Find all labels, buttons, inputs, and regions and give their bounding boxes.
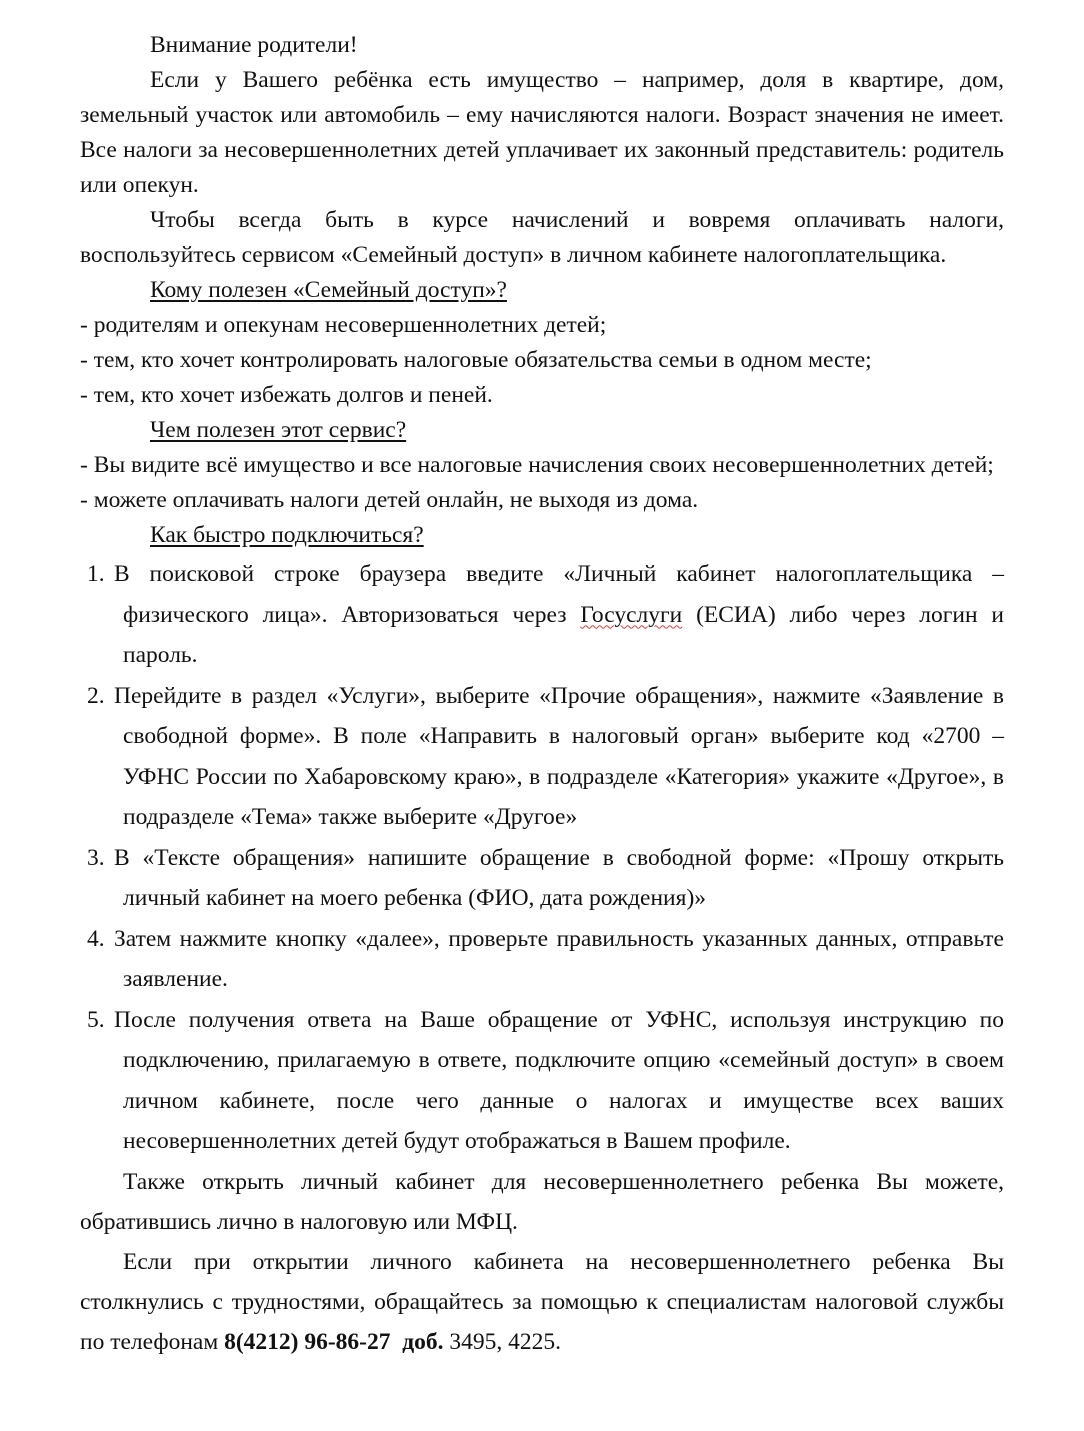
who-item: - родителям и опекунам несовершеннолетних детей; (80, 312, 607, 338)
extension-label: доб. (402, 1328, 444, 1355)
step-text (114, 561, 1004, 668)
who-item: - тем, кто хочет избежать долгов и пеней. (80, 382, 493, 408)
step-text: После получения ответа на Ваше обращение от УФНС, используя инструкцию по подключению, прилагаемую в ответе, подключите опцию «семейный доступ» в своем личном кабинете, после чего данные о налогах и имуществе всех ваших несовершеннолетних детей будут отображаться в Вашем профиле. (114, 1006, 1004, 1154)
why-heading-text: Чем полезен этот сервис? (150, 417, 407, 443)
step-item (80, 676, 1004, 838)
how-heading-text: Как быстро подключиться? (150, 522, 424, 548)
step-item (80, 1000, 1004, 1162)
contact-paragraph (80, 1242, 1004, 1362)
extension-numbers: 3495, 4225. (443, 1328, 562, 1355)
document-body (80, 28, 1004, 1362)
who-heading-text: Кому полезен «Семейный доступ»? (150, 277, 507, 303)
step-number: 2. (87, 682, 105, 709)
step-text: Затем нажмите кнопку «далее», проверьте правильность указанных данных, отправьте заявление. (114, 925, 1004, 992)
step-text: Перейдите в раздел «Услуги», выберите «Прочие обращения», нажмите «Заявление в свободной форме». В поле «Направить в налоговый орган» выберите код «2700 – УФНС России по Хабаровскому краю», в подразделе «Категория» укажите «Другое», в подразделе «Тема» также выберите «Другое» (114, 682, 1004, 830)
steps-list (80, 554, 1004, 1162)
step-number: 1. (87, 561, 105, 587)
step-item (80, 919, 1004, 1000)
contact-text: Если при открытии личного кабинета на несовершеннолетнего ребенка Вы столкнулись с трудностями, обращайтесь за помощью к специалистам налоговой службы по телефонам (80, 1248, 1004, 1355)
why-item: - Вы видите всё имущество и все налоговые начисления своих несовершеннолетних детей; (80, 452, 994, 478)
step-number: 4. (87, 925, 105, 952)
step-text-part: В поисковой строке браузера введите «Личный кабинет налогоплательщика – физического лица». Авторизоваться через (114, 561, 1004, 628)
who-heading (80, 273, 1004, 308)
why-heading (80, 413, 1004, 448)
who-item: - тем, кто хочет контролировать налоговые обязательства семьи в одном месте; (80, 347, 872, 373)
intro-paragraph: Если у Вашего ребёнка есть имущество – например, доля в квартире, дом, земельный участок или автомобиль – ему начисляются налоги. Возраст значения не имеет. Все налоги за несовершеннолетних детей уплачивает их законный представитель: родитель или опекун. (80, 67, 1004, 198)
gosuslugi-word: Госуслуги (580, 601, 683, 628)
step-number: 5. (87, 1006, 105, 1033)
step-text-part: (ЕСИА) либо через логин и пароль. (123, 601, 1004, 668)
phone-number: 8(4212) 96-86-27 (224, 1328, 391, 1355)
step-number: 3. (87, 844, 105, 871)
page-title: Внимание родители! (150, 32, 358, 58)
step-item (80, 554, 1004, 676)
service-intro-paragraph: Чтобы всегда быть в курсе начислений и вовремя оплачивать налоги, воспользуйтесь сервисом «Семейный доступ» в личном кабинете налогоплательщика. (80, 207, 1004, 268)
step-item (80, 838, 1004, 919)
why-item: - можете оплачивать налоги детей онлайн, не выходя из дома. (80, 487, 699, 513)
also-paragraph: Также открыть личный кабинет для несовершеннолетнего ребенка Вы можете, обратившись лично в налоговую или МФЦ. (80, 1168, 1004, 1235)
how-heading (80, 518, 1004, 553)
step-text: В «Тексте обращения» напишите обращение в свободной форме: «Прошу открыть личный кабинет на моего ребенка (ФИО, дата рождения)» (114, 844, 1004, 911)
